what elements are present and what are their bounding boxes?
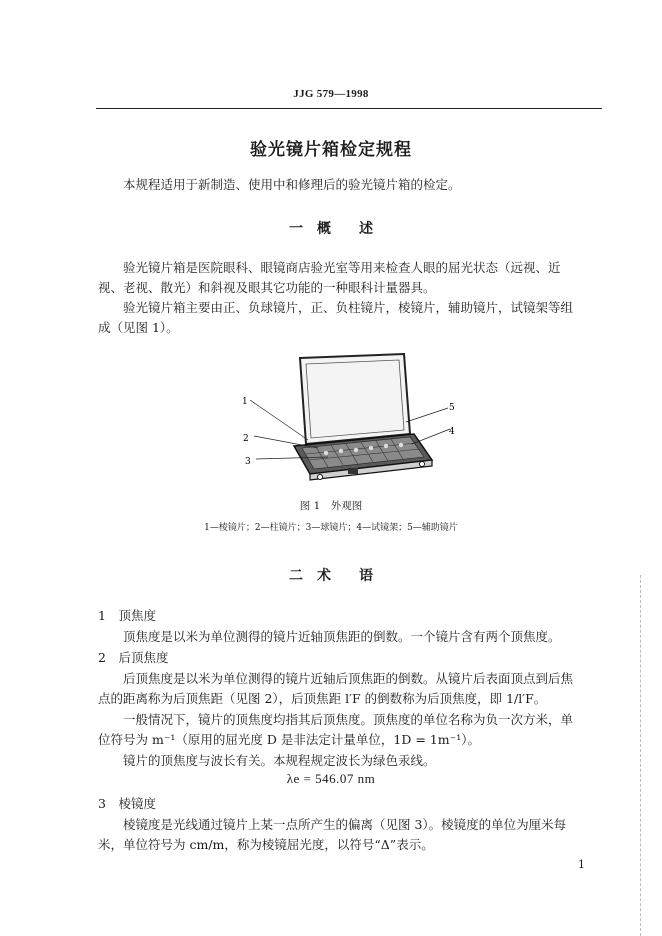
term-2-para3: 镜片的顶焦度与波长有关。本规程规定波长为绿色汞线。 bbox=[123, 753, 436, 768]
figure-label-3: 3 bbox=[245, 457, 251, 467]
term-2-para2-line1: 一般情况下，镜片的顶焦度均指其后顶焦度。顶焦度的单位名称为负一次方米，单 bbox=[123, 712, 574, 727]
section-heading-overview: 一 概 述 bbox=[289, 221, 373, 237]
overview-para2-line1: 验光镜片箱主要由正、负球镜片，正、负柱镜片，棱镜片，辅助镜片，试镜架等组 bbox=[123, 300, 574, 315]
overview-para2-line2: 成（见图 1）。 bbox=[98, 320, 179, 335]
term-2-para1-line2: 点的距离称为后顶焦距（见图 2），后顶焦距 l′F 的倒数称为后顶焦度，即 1/l′F。 bbox=[98, 691, 547, 706]
scan-artifact-line bbox=[640, 575, 641, 936]
figure-legend-note: 1—棱镜片；2—柱镜片；3—球镜片；4—试镜架；5—辅助镜片 bbox=[204, 523, 458, 533]
lens-case-figure bbox=[236, 350, 456, 485]
term-2-para2-line2: 位符号为 m⁻¹（原用的屈光度 D 是非法定计量单位，1D = 1m⁻¹）。 bbox=[98, 732, 480, 747]
page-number: 1 bbox=[578, 858, 585, 871]
overview-para1-line2: 视、老视、散光）和斜视及眼其它功能的一种眼科计量器具。 bbox=[98, 280, 436, 295]
figure-label-4: 4 bbox=[449, 427, 455, 437]
term-2-para1-line1: 后顶焦度是以米为单位测得的镜片近轴后顶焦距的倒数。从镜片后表面顶点到后焦 bbox=[123, 671, 574, 686]
document-title: 验光镜片箱检定规程 bbox=[250, 140, 412, 160]
wavelength-formula: λe = 546.07 nm bbox=[286, 771, 376, 786]
overview-para1-line1: 验光镜片箱是医院眼科、眼镜商店验光室等用来检查人眼的屈光状态（远视、近 bbox=[123, 260, 561, 275]
figure-label-5: 5 bbox=[449, 403, 455, 413]
term-3-para1-line1: 棱镜度是光线通过镜片上某一点所产生的偏离（见图 3）。棱镜度的单位为厘米每 bbox=[123, 817, 567, 832]
term-1-text: 顶焦度是以米为单位测得的镜片近轴顶焦距的倒数。一个镜片含有两个顶焦度。 bbox=[123, 629, 561, 644]
term-2-label: 2 后顶焦度 bbox=[98, 650, 169, 665]
intro-paragraph: 本规程适用于新制造、使用中和修理后的验光镜片箱的检定。 bbox=[123, 177, 461, 192]
standard-code-header: JJG 579—1998 bbox=[293, 88, 369, 100]
figure-label-1: 1 bbox=[242, 397, 248, 407]
header-rule bbox=[96, 108, 602, 109]
term-3-para1-line2: 米，单位符号为 cm/m，称为棱镜屈光度，以符号“Δ”表示。 bbox=[98, 837, 434, 852]
term-3-label: 3 棱镜度 bbox=[98, 796, 156, 811]
figure-caption: 图 1 外观图 bbox=[299, 500, 363, 512]
figure-label-2: 2 bbox=[243, 434, 249, 444]
section-heading-terms: 二 术 语 bbox=[289, 568, 373, 584]
term-1-label: 1 顶焦度 bbox=[98, 608, 156, 623]
